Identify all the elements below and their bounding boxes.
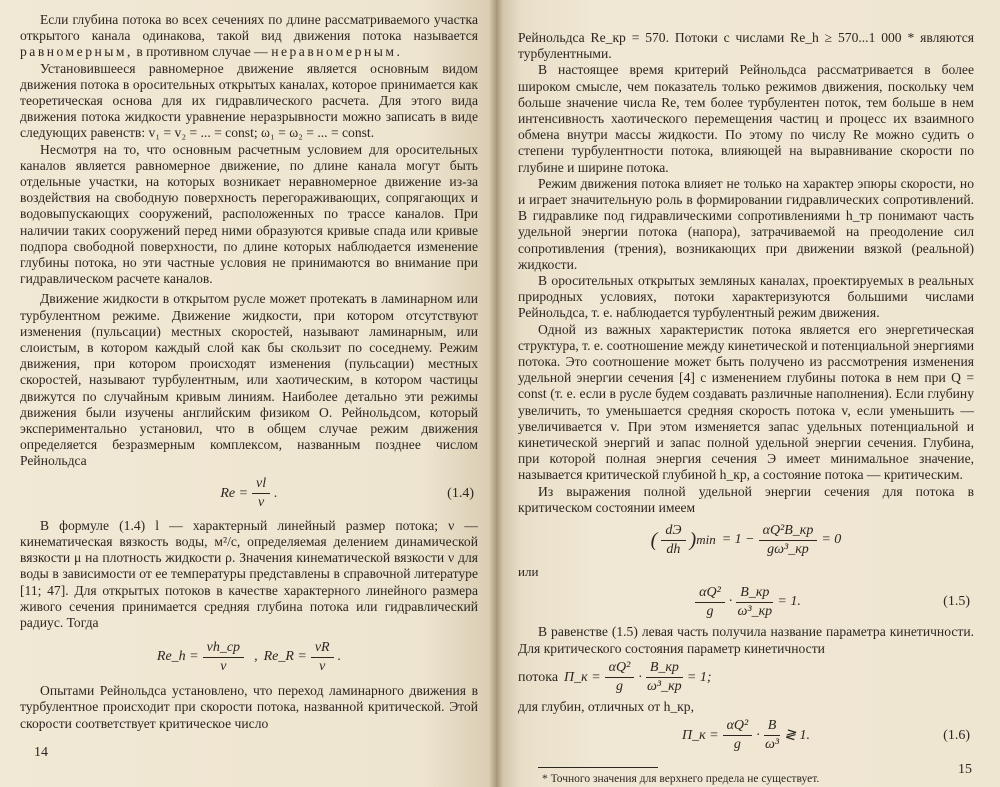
formula-1-5 — [518, 584, 974, 620]
formula-1-6 — [518, 719, 974, 753]
page-number: 14 — [34, 745, 48, 760]
formula-lhs: Re = — [220, 485, 249, 501]
paragraph: Установившееся равномерное движение является основным видом движения потока в оросительных открытых каналах, которое принимается как теоретическая основа для их гидравлического расчета. Для этого вида движения потока жидкости уравнение неразрывности можно записать в виде следующих равенств: v₁ = v₂ = ... = const; ω₁ = ω₂ = ... = const. — [20, 60, 478, 141]
equation-number: (1.4) — [447, 485, 474, 501]
fraction — [605, 660, 635, 695]
formula-min-energy: ( $\frac{dЭ}{dh}$ ) min = 1 − $\frac{\text{αQ²B\_кр}}{\text{gω³\_кр}}$ = 0 — [650, 522, 842, 557]
denominator: g — [706, 603, 714, 619]
denominator: g — [733, 737, 741, 753]
formula-tail: . — [274, 485, 278, 501]
footnote-rule — [538, 767, 658, 768]
formula-1-4 — [20, 474, 478, 514]
page-number: 15 — [958, 762, 972, 777]
formula-rhs: ≷ 1. — [784, 728, 811, 744]
fraction — [311, 640, 334, 675]
denominator: ω³_кр — [647, 679, 682, 695]
paragraph: В формуле (1.4) l — характерный линейный размер потока; ν — кинематическая вязкость воды, м²/с, определяемая делением динамической вязкости μ на плотность жидкости ρ. Значения кинематической вязкости ν для воды в зависимости от ее температуры представлены в справочной литературе [11; 47]. Для открытых потоков в качестве характерного линейного размера живого сечения принимается средняя глубина потока или гидравлический радиус. Тогда — [20, 517, 478, 630]
fraction — [723, 718, 753, 753]
paragraph: Несмотря на то, что основным расчетным условием для оросительных каналов является равномерное движение, по длине канала могут быть отдельные участки, на которых возникает неравномерное движение из-за воздействия на свободную поверхность перегораживающих, сопрягающих и водовыпускающих сооружений, расположенных по трассе каналов. При наличии таких сооружений перед ними образуются кривые спада или кривые подпора свободной поверхности, по длине которых наблюдается изменение глубины потока, но эти частные условия не принимаются во внимание при гидравлическом расчете каналов. — [20, 141, 478, 287]
fraction — [203, 640, 244, 675]
denominator: ω³_кр — [737, 603, 773, 619]
emphasized-term: неравномерным. — [271, 44, 403, 60]
denominator: ν — [319, 658, 326, 674]
formula-lhs: П_к = — [681, 727, 719, 743]
emphasized-term: равномерным, — [20, 44, 133, 60]
connector-word: или — [518, 564, 539, 580]
denominator: dh — [666, 541, 681, 557]
formula-rhs: = 0 — [821, 532, 842, 548]
formula-rhs: = 1; — [686, 669, 712, 685]
formula-lhs: Re_h = — [156, 649, 199, 665]
fraction — [736, 585, 773, 620]
paragraph: Из выражения полной удельной энергии сечения для потока в критическом состоянии имеем — [518, 483, 974, 515]
formula-tail: . — [337, 649, 342, 665]
fraction — [646, 660, 683, 695]
paragraph: В настоящее время критерий Рейнольдса рассматривается в более широком смысле, чем показатель только режимов движения, поскольку чем больше значение числа Re, тем более турбулентен поток, тем больше в нем интенсивность хаотического перемещения частиц и процесс их взаимного обмена внутри массы жидкости. По этому по числу Re можно судить о степени турбулентности потока, влияющей на выравнивание скорости по глубине и ширине потока. — [518, 62, 974, 175]
fraction — [252, 476, 270, 511]
denominator: ν — [220, 658, 227, 674]
denominator: g — [615, 679, 623, 695]
numerator: αQ² — [605, 660, 635, 678]
paragraph: Движение жидкости в открытом русле может протекать в ламинарном или турбулентном режиме. Движение жидкости, при котором отсутствуют изменения (пульсации) местных скоростей, называют ламинарным, или слоистым, в котором каждый слой как бы скользит по соседнему. Режим движения, при котором происходят изменения (пульсации) местных скоростей, называют турбулентным, или хаотическим, в котором частицы движутся по случайным кривым линиям. Наиболее детально эти режимы движения были изучены английским физиком О. Рейнольдсом, который экспериментально установил, что в общем случае режим движения определяется безразмерным комплексом, названным позднее числом Рейнольдса — [20, 291, 478, 469]
fraction — [695, 585, 725, 620]
numerator: vh_ср — [203, 640, 244, 658]
numerator: B — [764, 718, 781, 736]
denominator: ω³ — [764, 737, 780, 753]
paragraph: В равенстве (1.5) левая часть получила название параметра кинетичности. Для критического состояния параметр кинетичности — [518, 624, 974, 656]
formula-pk-critical — [518, 661, 974, 695]
formula-lhs: Re_R = — [263, 649, 307, 665]
denominator: ν — [257, 495, 265, 511]
equation-number: (1.5) — [943, 594, 970, 610]
right-page — [496, 0, 1000, 787]
paragraph: Режим движения потока влияет не только на характер эпюры скорости, но и играет значительную роль в формировании гидравлических сопротивлений. В гидравлике под гидравлическими сопротивлениями h_тр понимают часть удельной энергии потока (напора), затрачиваемой на преодоление сил сопротивления (трения), возникающих при движении вязкой (реальной) жидкости. — [518, 175, 974, 272]
formula-operator: · — [756, 727, 760, 743]
paragraph: В оросительных открытых земляных каналах, проектируемых в реальных природных условиях, потоки характеризуются большими числами Рейнольдса, т. е. наблюдается турбулентный режим движения. — [518, 273, 974, 321]
numerator: B_кр — [736, 585, 773, 603]
fraction — [661, 523, 685, 558]
formula-operator: · — [638, 669, 642, 685]
formula-operator: = 1 − — [721, 532, 755, 548]
numerator: αQ² — [723, 718, 753, 736]
numerator: αQ²B_кр — [759, 523, 818, 541]
fraction — [764, 718, 781, 753]
formula-prefix-text: потока — [518, 669, 559, 685]
formula-reynolds-variants: Re_h = $\frac{vh\_ср}{\nu}$ , Re_R = $\frac{vR}{\nu}$ . — [156, 639, 342, 674]
fraction — [759, 523, 818, 558]
subscript: min — [696, 532, 716, 548]
paragraph: Опытами Рейнольдса установлено, что переход ламинарного движения в турбулентное происходит при скорости потока, названной критической. Этой скорости соответствует критическое число — [20, 683, 478, 731]
book-gutter — [489, 0, 503, 787]
paragraph: Если глубина потока во всех сечениях по длине рассматриваемого участка открытого канала одинакова, такой вид движения потока называется равномерным, в противном случае — неравномерным. — [20, 12, 478, 60]
numerator: B_кр — [646, 660, 683, 678]
denominator: gω³_кр — [767, 541, 809, 557]
numerator: vl — [252, 476, 270, 494]
paragraph: Одной из важных характеристик потока является его энергетическая структура, т. е. соотношение между кинетической и потенциальной энергиями потока. Это соотношение может быть получено из рассмотрения изменения удельной энергии сечения [4] с изменением глубины потока в нем при Q = const (т. е. если в русле будем создавать различные наполнения). Если глубину увеличить, то уменьшается средняя скорость потока v, если уменьшить — увеличивается v. При этом изменяется запас удельных потенциальной и кинетической энергий и запас полной удельной энергии сечения. Глубина, при которой полная энергия сечения Э имеет минимальное значение, называется критической глубиной h_кр, а состояние потока — критическим. — [518, 321, 974, 483]
formula-rhs: = 1. — [777, 594, 801, 610]
footnote: * Точного значения для верхнего предела не существует. — [542, 772, 820, 785]
paragraph: Рейнольдса Re_кр = 570. Потоки с числами Re_h ≥ 570...1 000 * являются турбулентными. — [518, 30, 974, 62]
paragraph: для глубин, отличных от h_кр, — [518, 698, 694, 714]
formula-lhs: П_к = — [564, 669, 601, 685]
formula-operator: · — [728, 594, 733, 610]
numerator: dЭ — [661, 523, 685, 541]
left-page — [0, 0, 496, 787]
numerator: vR — [311, 640, 334, 658]
equation-number: (1.6) — [943, 727, 970, 743]
numerator: αQ² — [695, 585, 725, 603]
